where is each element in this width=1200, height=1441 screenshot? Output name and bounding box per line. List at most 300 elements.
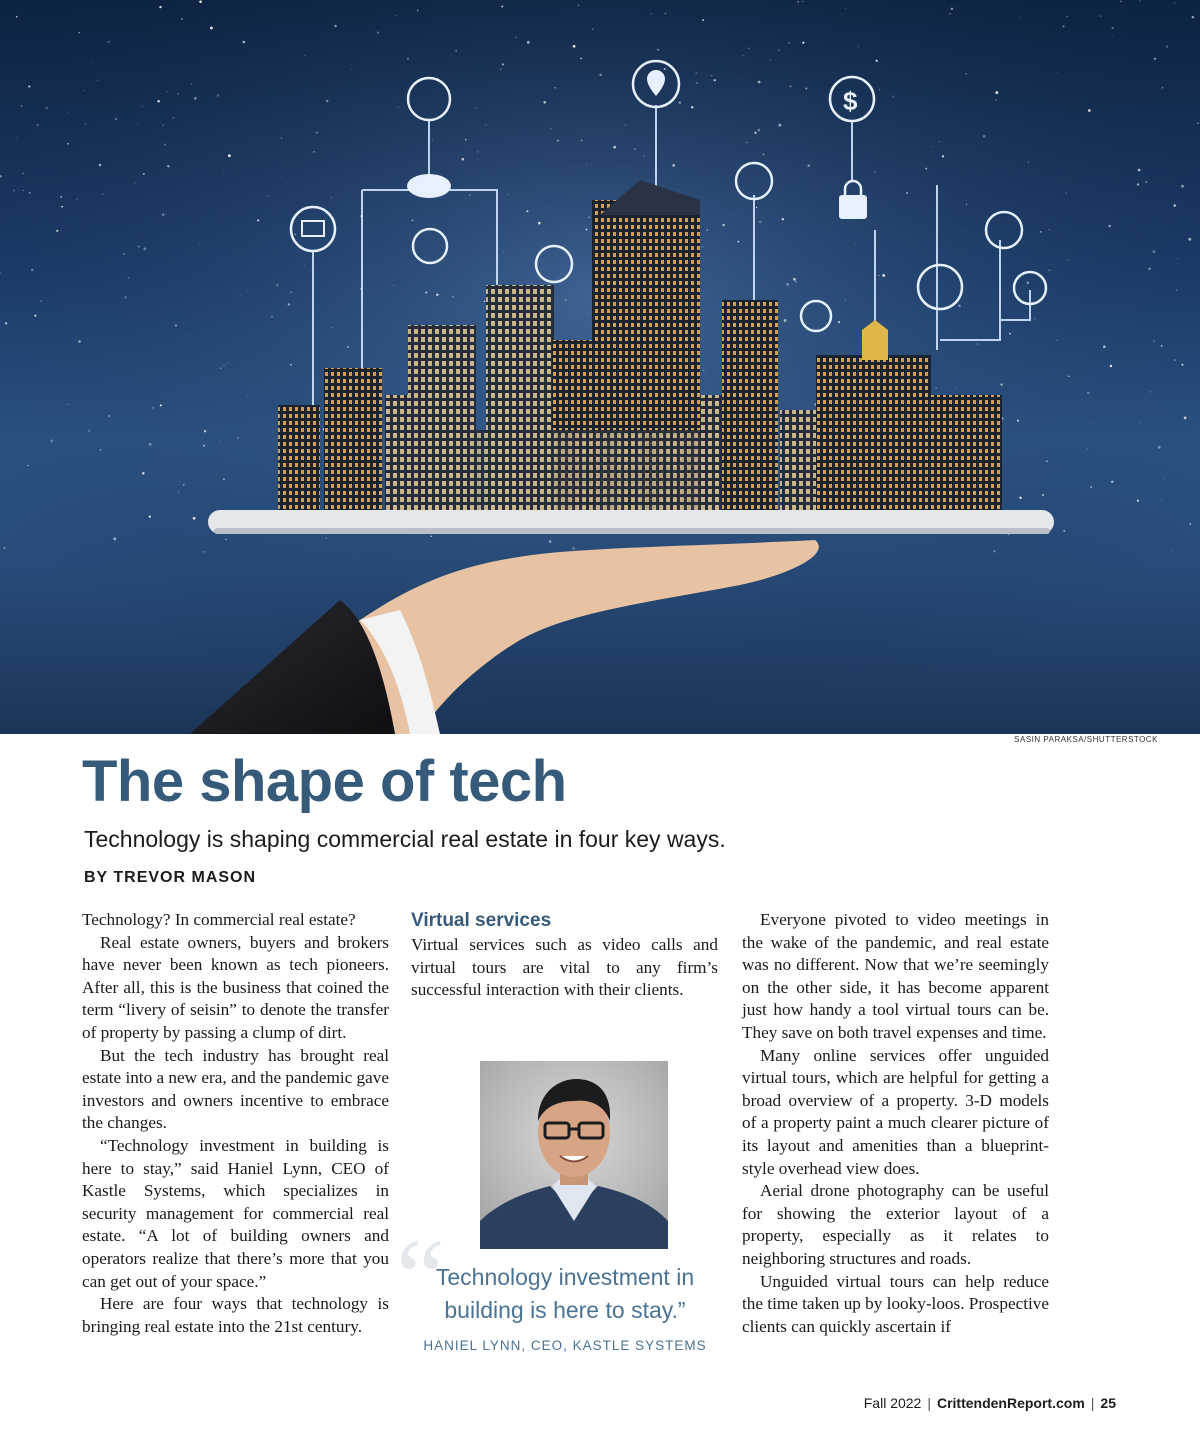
star (128, 277, 130, 279)
star (557, 139, 559, 141)
star (756, 207, 757, 208)
star (1034, 318, 1035, 319)
star (137, 123, 138, 124)
star (1181, 185, 1184, 188)
star (1172, 550, 1173, 551)
star (1188, 238, 1191, 241)
star (326, 100, 329, 103)
star (702, 19, 704, 21)
star (199, 243, 200, 244)
star (1151, 288, 1152, 289)
paragraph: “Technology investment in building is here to stay,” said Haniel Lynn, CEO of Kastle Systems, which specializes in security management for commercial real estate. “A lot of building owners and operators realize that there’s more that you can get out of your space.” (82, 1135, 389, 1291)
star (1065, 192, 1066, 193)
star (149, 515, 151, 517)
star (963, 230, 964, 231)
star (60, 196, 61, 197)
star (34, 315, 36, 317)
star (181, 18, 183, 20)
star (462, 158, 465, 161)
star (1166, 184, 1167, 185)
star (1112, 35, 1113, 36)
star (31, 269, 34, 272)
star (995, 91, 998, 94)
star (625, 125, 626, 126)
star (178, 492, 179, 493)
star (508, 194, 509, 195)
paragraph: Virtual services such as video calls and virtual tours are vital to any firm’s successful interaction with their clients. (411, 935, 718, 1000)
star (580, 57, 582, 59)
star (748, 48, 750, 50)
star (304, 265, 305, 266)
star (951, 8, 953, 10)
star (113, 538, 116, 541)
star (702, 247, 703, 248)
star (1161, 345, 1163, 347)
star (396, 15, 397, 16)
star (432, 140, 433, 141)
star (68, 404, 69, 405)
paragraph: Here are four ways that technology is bringing real estate into the 21st century. (82, 1294, 389, 1336)
star (925, 168, 927, 170)
star (167, 165, 169, 167)
star (1057, 340, 1058, 341)
star (966, 204, 967, 205)
star (315, 398, 316, 399)
star (808, 164, 811, 167)
star (711, 75, 712, 76)
star (1181, 364, 1183, 366)
star (1197, 122, 1199, 124)
star (763, 153, 765, 155)
article-title: The shape of tech (82, 749, 567, 814)
star (1174, 359, 1176, 361)
star (159, 6, 161, 8)
article-byline: BY TREVOR MASON (84, 869, 257, 886)
star (778, 49, 780, 51)
star (1019, 497, 1022, 500)
star (1028, 162, 1029, 163)
star (353, 559, 354, 560)
star (178, 93, 179, 94)
star (1000, 384, 1002, 386)
paragraph: Aerial drone photography can be useful for showing the exterior layout of a property, especially as it relates to neighboring structures and roads. (742, 1181, 1049, 1268)
star (465, 139, 466, 140)
star (997, 336, 998, 337)
star (932, 146, 933, 147)
star (586, 164, 587, 165)
star (1145, 181, 1147, 183)
star (108, 415, 110, 417)
star (377, 31, 379, 33)
star (407, 58, 409, 60)
portrait-photo (480, 1061, 668, 1249)
star (1062, 25, 1064, 27)
star (204, 551, 206, 553)
pull-quote: Technology investment in building is here to stay.” (435, 1264, 695, 1323)
star (175, 325, 177, 327)
star (1040, 231, 1042, 233)
star (1112, 27, 1114, 29)
star (281, 137, 283, 139)
star (758, 81, 761, 84)
star (40, 300, 42, 302)
star (267, 196, 268, 197)
star (1137, 500, 1139, 502)
star (958, 304, 961, 307)
star (431, 535, 433, 537)
star (425, 292, 427, 294)
star (297, 270, 298, 271)
star (643, 155, 644, 156)
star (452, 296, 454, 298)
star (225, 539, 226, 540)
star (271, 316, 273, 318)
star (759, 221, 762, 224)
star (1073, 318, 1074, 319)
star (665, 13, 666, 14)
star (746, 142, 748, 144)
star (789, 85, 791, 87)
star (99, 164, 102, 167)
star (882, 274, 885, 277)
star (1184, 417, 1187, 420)
star (875, 60, 877, 62)
star (107, 40, 110, 43)
star (526, 210, 528, 212)
column-2 (411, 909, 718, 1002)
star (183, 484, 185, 486)
star (1192, 16, 1195, 19)
star (469, 195, 470, 196)
star (288, 303, 290, 305)
star (1063, 530, 1065, 532)
star (220, 440, 221, 441)
star (770, 60, 771, 61)
star (239, 295, 240, 296)
star (634, 148, 636, 150)
star (186, 335, 187, 336)
star (942, 155, 944, 157)
star (1046, 460, 1048, 462)
star (21, 105, 23, 107)
star (115, 118, 118, 121)
star (743, 55, 744, 56)
star (243, 41, 246, 44)
star (123, 253, 125, 255)
quote-mark-icon: “ (396, 1216, 445, 1338)
star (371, 264, 372, 265)
star (788, 42, 790, 44)
star (793, 278, 796, 281)
star (664, 68, 666, 70)
star (331, 197, 332, 198)
page-footer: Fall 2022 | CrittendenReport.com | 25 (863, 1395, 1116, 1411)
star (1019, 17, 1020, 18)
star (143, 247, 146, 250)
star (351, 69, 352, 70)
paragraph: But the tech industry has brought real estate into a new era, and the pandemic gave investors and owners incentive to embrace the changes. (82, 1045, 389, 1133)
star (91, 61, 92, 62)
star (1174, 2, 1175, 3)
star (46, 107, 49, 110)
star (1108, 225, 1111, 228)
star (22, 172, 24, 174)
star (477, 159, 478, 160)
star (3, 547, 5, 549)
star (581, 140, 583, 142)
star (732, 215, 733, 216)
star (795, 281, 797, 283)
star (1048, 269, 1050, 271)
star (1163, 478, 1164, 479)
star (696, 82, 698, 84)
star (983, 135, 986, 138)
star (554, 87, 556, 89)
star (61, 206, 63, 208)
star (1176, 289, 1177, 290)
star (167, 91, 168, 92)
star (84, 90, 85, 91)
star (237, 437, 238, 438)
star (477, 151, 479, 153)
star (651, 13, 652, 14)
star (573, 232, 574, 233)
star (191, 83, 192, 84)
star (737, 241, 739, 243)
star (98, 80, 99, 81)
star (88, 430, 90, 432)
star (202, 21, 203, 22)
paragraph: Real estate owners, buyers and brokers have never been known as tech pioneers. After all, this is the business that coined the term “livery of seisin” to denote the transfer of property by passing a clump of dirt. (82, 932, 389, 1042)
column-1 (82, 909, 389, 1338)
star (1067, 16, 1068, 17)
star (135, 183, 136, 184)
issue-label: Fall 2022 (863, 1395, 922, 1411)
star (939, 141, 940, 142)
star (193, 517, 196, 520)
star (102, 193, 103, 194)
star (549, 540, 552, 543)
star (223, 478, 225, 480)
star (802, 42, 804, 44)
star (855, 244, 856, 245)
star (334, 25, 336, 27)
star (782, 218, 784, 220)
star (1166, 45, 1169, 48)
paragraph: Many online services offer unguided virtual tours, which are helpful for getting a broad overview of a property. 3-D models of a property paint a much clearer picture of its layout and amenities than a blueprint-style overhead view does. (742, 1045, 1049, 1178)
star (870, 179, 871, 180)
star (966, 73, 967, 74)
section-heading: Virtual services (411, 910, 552, 931)
star (85, 124, 86, 125)
star (678, 101, 681, 104)
star (1177, 258, 1178, 259)
star (588, 217, 589, 218)
star (417, 10, 418, 11)
star (714, 79, 716, 81)
star (1161, 87, 1163, 89)
star (331, 327, 332, 328)
star (78, 340, 81, 343)
svg-text:$: $ (843, 86, 858, 116)
star (223, 170, 224, 171)
star (858, 46, 859, 47)
star (672, 164, 675, 167)
star (76, 199, 77, 200)
star (56, 230, 58, 232)
paragraph: Unguided virtual tours can help reduce the time taken up by looky-loos. Prospective clients can quickly ascertain if (742, 1271, 1049, 1336)
star (16, 16, 18, 18)
star (936, 388, 937, 389)
star (1027, 282, 1030, 285)
star (393, 285, 394, 286)
star (1103, 346, 1106, 349)
star (1087, 448, 1088, 449)
star (162, 213, 165, 216)
star (599, 74, 602, 77)
star (515, 37, 516, 38)
star (527, 41, 530, 44)
star (92, 493, 93, 494)
star (543, 101, 546, 104)
star (578, 5, 579, 6)
star (703, 369, 705, 371)
star (613, 146, 616, 149)
star (13, 189, 15, 191)
column-3 (742, 909, 1049, 1338)
star (124, 296, 127, 299)
star (845, 8, 846, 9)
star (142, 106, 143, 107)
star (390, 264, 391, 265)
star (157, 100, 160, 103)
star (785, 4, 786, 5)
star (1042, 494, 1044, 496)
star (347, 346, 349, 348)
star (550, 128, 551, 129)
star (475, 108, 477, 110)
star (878, 275, 879, 276)
star (948, 76, 949, 77)
star (1169, 99, 1170, 100)
star (1068, 376, 1069, 377)
star (1150, 391, 1151, 392)
star (27, 465, 28, 466)
star (290, 291, 292, 293)
star (1120, 0, 1122, 2)
star (199, 0, 202, 3)
star (23, 190, 24, 191)
star (1137, 183, 1139, 185)
star (1067, 260, 1068, 261)
star (1174, 204, 1176, 206)
star (1166, 159, 1167, 160)
star (1154, 58, 1156, 60)
star (503, 252, 505, 254)
star (484, 300, 485, 301)
star (203, 445, 205, 447)
star (874, 171, 875, 172)
star (354, 115, 355, 116)
star (295, 234, 296, 235)
star (538, 222, 541, 225)
star (722, 224, 724, 226)
star (313, 151, 314, 152)
star (996, 99, 997, 100)
star (502, 63, 504, 65)
star (1090, 486, 1092, 488)
star (5, 322, 7, 324)
star (149, 443, 152, 446)
star (993, 550, 995, 552)
star (802, 1, 803, 2)
star (1100, 15, 1101, 16)
star (398, 107, 399, 108)
star (1009, 333, 1011, 335)
star (50, 440, 53, 443)
star (257, 219, 259, 221)
star (223, 365, 224, 366)
paragraph: Technology? In commercial real estate? (82, 910, 356, 929)
star (1111, 481, 1113, 483)
star (100, 449, 101, 450)
star (500, 69, 501, 70)
star (8, 108, 9, 109)
star (1017, 420, 1019, 422)
star (316, 131, 318, 133)
star (194, 97, 197, 100)
star (280, 176, 281, 177)
cloud-icon (407, 174, 451, 198)
star (588, 314, 589, 315)
star (955, 387, 956, 388)
star (217, 94, 219, 96)
star (592, 28, 593, 29)
lock-icon (839, 195, 867, 219)
photo-credit: SASIN PARAKSA/SHUTTERSTOCK (1014, 735, 1158, 744)
star (28, 85, 30, 87)
star (1161, 500, 1162, 501)
star (455, 50, 457, 52)
star (892, 96, 894, 98)
star (305, 55, 306, 56)
star (436, 294, 438, 296)
star (210, 27, 213, 30)
star (573, 45, 576, 48)
star (797, 1, 799, 3)
star (879, 89, 880, 90)
star (67, 143, 69, 145)
star (778, 124, 781, 127)
star (411, 219, 413, 221)
star (1031, 451, 1032, 452)
site-link[interactable]: CrittendenReport.com (936, 1395, 1085, 1411)
star (1158, 446, 1161, 449)
star (743, 79, 744, 80)
star (657, 49, 659, 51)
star (1057, 72, 1058, 73)
star (36, 124, 39, 127)
star (949, 13, 951, 15)
star (1110, 365, 1112, 367)
star (1139, 0, 1140, 1)
star (1088, 109, 1091, 112)
star (29, 192, 31, 194)
star (78, 32, 80, 34)
star (16, 137, 17, 138)
star (142, 472, 145, 475)
star (1087, 392, 1089, 394)
